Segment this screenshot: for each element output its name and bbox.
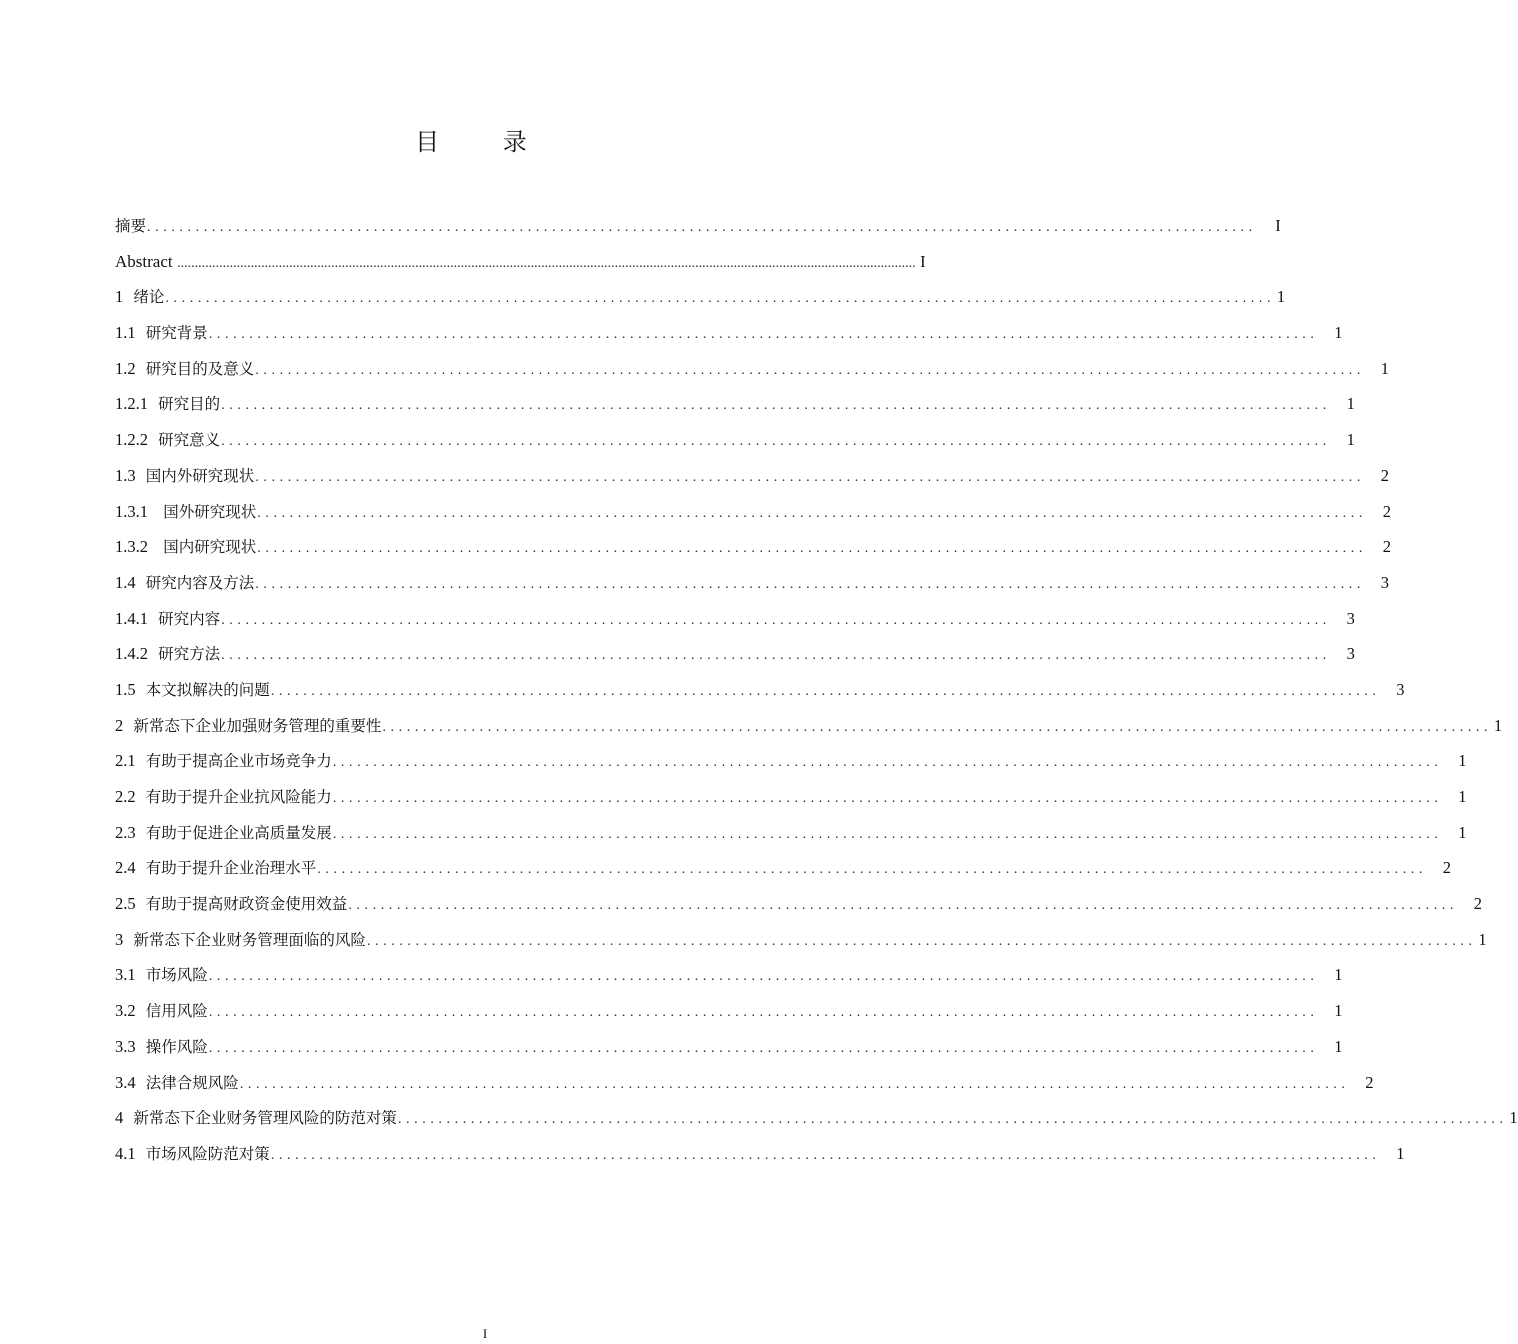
toc-leader-dots: ......................................................................................................................................... (257, 541, 1367, 557)
toc-entry-1-5[interactable] (115, 672, 1405, 708)
toc-entry-number: 3.2 (115, 1001, 136, 1021)
toc-leader-dots: ......................................................................................................................................... (382, 719, 1493, 735)
toc-entry-number: 3.1 (115, 965, 136, 985)
toc-entry-page: 1 (1334, 1036, 1343, 1056)
toc-entry-label: 有助于提高财政资金使用效益 (145, 895, 348, 914)
toc-entry-number: 3.4 (115, 1072, 136, 1092)
toc-entry-label: 新常态下企业财务管理风险的防范对策 (133, 1109, 397, 1128)
toc-entry-page: 1 (1346, 430, 1355, 450)
toc-entry-page: 1 (1493, 715, 1503, 735)
toc-leader-dots: ......................................................................................................................................... (221, 612, 1331, 628)
toc-entry-label: 有助于促进企业高质量发展 (145, 823, 332, 842)
toc-entry-page: 3 (1396, 679, 1405, 699)
toc-entry-page: I (1275, 216, 1281, 235)
toc-entry-number: 1.4 (115, 572, 136, 592)
toc-leader-dots: ......................................................................................................................................... (332, 791, 1443, 806)
toc-entry-number: 3 (115, 929, 124, 949)
toc-entry-label: 国外研究现状 (163, 502, 257, 521)
toc-entry-label: 操作风险 (145, 1037, 208, 1056)
toc-entry-label: 新常态下企业加强财务管理的重要性 (133, 716, 382, 735)
toc-leader-dots: ......................................................................................................................................... (239, 1076, 1350, 1092)
toc-entry-label: 研究内容及方法 (145, 573, 255, 592)
page-title: 目 录 (415, 128, 555, 156)
toc-entry-label: Abstract (115, 251, 173, 271)
toc-leader-dots: ......................................................................................................................................... (348, 898, 1459, 914)
toc-entry-abstract-cn[interactable] (115, 208, 1281, 244)
toc-entry-page: I (920, 251, 926, 271)
toc-entry-1-3-2[interactable] (115, 529, 1391, 565)
toc-entry-label: 国内研究现状 (163, 538, 257, 557)
toc-entry-number: 2.2 (115, 787, 136, 806)
toc-leader-dots: ......................................................................................................................................... (208, 969, 1319, 985)
toc-entry-chapter-4[interactable] (115, 1100, 1518, 1136)
toc-entry-number: 1.1 (115, 323, 136, 343)
toc-entry-label: 有助于提升企业抗风险能力 (145, 788, 332, 806)
toc-entry-label: 国内外研究现状 (145, 466, 255, 485)
toc-entry-label: 研究意义 (158, 431, 221, 450)
toc-entry-page: 2 (1473, 894, 1483, 914)
toc-entry-1-2[interactable] (115, 351, 1390, 387)
toc-entry-page: 1 (1458, 787, 1467, 806)
toc-entry-1-1[interactable] (115, 315, 1343, 351)
toc-entry-number: 1.5 (115, 679, 136, 699)
toc-entry-page: 1 (1276, 287, 1286, 307)
toc-entry-page: 3 (1380, 572, 1390, 592)
toc-entry-number: 4 (115, 1108, 124, 1128)
toc-entry-number: 1.2.2 (115, 430, 148, 450)
toc-entry-4-1[interactable] (115, 1136, 1405, 1172)
toc-entry-number: 1.4.2 (115, 644, 148, 664)
toc-entry-chapter-2[interactable] (115, 708, 1503, 744)
toc-entry-number: 4.1 (115, 1143, 136, 1163)
toc-entry-page: 3 (1346, 608, 1355, 628)
toc-entry-page: 3 (1346, 644, 1355, 664)
toc-entry-label: 法律合规风险 (145, 1073, 239, 1092)
toc-entry-2-4[interactable] (115, 850, 1452, 886)
toc-entry-page: 2 (1380, 465, 1390, 485)
toc-entry-label: 有助于提升企业治理水平 (145, 859, 317, 878)
toc-leader-dots: ......................................................................................................................................... (208, 1005, 1319, 1021)
toc-leader-dots: ......................................................................................................................................... (165, 291, 1276, 307)
toc-entry-page: 1 (1334, 965, 1343, 985)
toc-entry-label: 研究方法 (158, 645, 221, 664)
toc-entry-page: 2 (1382, 501, 1391, 521)
toc-entry-page: 2 (1442, 858, 1452, 878)
toc-entry-label: 摘要 (115, 217, 147, 235)
toc-entry-label: 绪论 (133, 288, 165, 307)
toc-entry-number: 1.2 (115, 358, 136, 378)
page-footer-number: I (482, 1326, 488, 1341)
toc-entry-page: 1 (1334, 1001, 1343, 1021)
toc-entry-2-1[interactable] (115, 743, 1467, 779)
toc-entry-1-4-2[interactable] (115, 636, 1355, 672)
toc-leader-dots: ................................................................................................................................................................................................................... (173, 255, 916, 271)
toc-entry-page: 2 (1382, 537, 1391, 557)
toc-entry-3-1[interactable] (115, 957, 1343, 993)
toc-entry-number: 2.3 (115, 822, 136, 842)
toc-leader-dots: ......................................................................................................................................... (208, 327, 1319, 343)
toc-entry-page: 1 (1346, 394, 1355, 414)
toc-entry-number: 3.3 (115, 1036, 136, 1056)
toc-entry-page: 2 (1365, 1072, 1374, 1092)
toc-leader-dots: ......................................................................................................................................... (397, 1112, 1508, 1128)
toc-entry-number: 2.1 (115, 751, 136, 771)
toc-entry-3-4[interactable] (115, 1065, 1374, 1101)
toc-entry-page: 1 (1458, 822, 1467, 842)
toc-leader-dots: ......................................................................................................................................... (255, 576, 1366, 592)
toc-entry-1-4-1[interactable] (115, 601, 1355, 637)
toc-entry-number: 1.2.1 (115, 394, 148, 414)
toc-entry-2-5[interactable] (115, 886, 1483, 922)
toc-leader-dots: ......................................................................................................................................... (221, 398, 1331, 414)
toc-leader-dots: ......................................................................................................................................... (221, 434, 1331, 450)
toc-entry-number: 1 (115, 287, 124, 307)
toc-entry-1-2-2[interactable] (115, 422, 1355, 458)
toc-entry-2-3[interactable] (115, 815, 1467, 851)
toc-entry-page: 1 (1334, 323, 1343, 343)
toc-entry-label: 市场风险防范对策 (145, 1144, 270, 1163)
toc-leader-dots: ......................................................................................................................................... (270, 683, 1381, 699)
toc-entry-label: 市场风险 (145, 966, 208, 985)
toc-entry-label: 研究目的 (158, 395, 221, 414)
toc-entry-3-3[interactable] (115, 1029, 1343, 1065)
table-of-contents (115, 208, 1518, 1172)
toc-leader-dots: ......................................................................................................................................... (208, 1040, 1319, 1056)
toc-leader-dots: ......................................................................................................................................... (255, 469, 1366, 485)
toc-entry-2-2[interactable] (115, 779, 1467, 815)
toc-entry-page: 1 (1458, 751, 1467, 771)
toc-entry-1-2-1[interactable] (115, 386, 1355, 422)
toc-entry-1-3[interactable] (115, 458, 1390, 494)
toc-entry-label: 本文拟解决的问题 (145, 680, 270, 699)
toc-entry-chapter-3[interactable] (115, 922, 1487, 958)
toc-entry-page: 1 (1380, 358, 1390, 378)
toc-leader-dots: ......................................................................................................................................... (366, 933, 1477, 949)
toc-leader-dots: ......................................................................................................................................... (317, 862, 1428, 878)
toc-entry-number: 2.4 (115, 858, 136, 878)
toc-entry-number: 1.4.1 (115, 608, 148, 628)
toc-entry-number: 1.3.2 (115, 537, 148, 557)
toc-entry-3-2[interactable] (115, 993, 1343, 1029)
toc-leader-dots: ......................................................................................................................................... (255, 362, 1366, 378)
toc-leader-dots: ......................................................................................................................................... (332, 755, 1443, 771)
toc-entry-number: 1.3.1 (115, 501, 148, 521)
toc-entry-1-4[interactable] (115, 565, 1390, 601)
toc-entry-label: 研究内容 (158, 609, 221, 628)
toc-entry-label: 新常态下企业财务管理面临的风险 (133, 930, 366, 949)
toc-entry-abstract-en[interactable] (115, 244, 926, 280)
toc-leader-dots: ......................................................................................................................................... (147, 220, 1257, 235)
toc-entry-page: 1 (1478, 929, 1487, 949)
toc-entry-number: 1.3 (115, 465, 136, 485)
toc-entry-number: 2 (115, 715, 124, 735)
toc-entry-number: 2.5 (115, 894, 136, 914)
toc-entry-page: 1 (1509, 1108, 1518, 1128)
toc-entry-label: 有助于提高企业市场竞争力 (145, 752, 332, 771)
toc-leader-dots: ......................................................................................................................................... (257, 505, 1367, 521)
toc-entry-chapter-1[interactable] (115, 279, 1286, 315)
toc-entry-page: 1 (1396, 1143, 1405, 1163)
toc-leader-dots: ......................................................................................................................................... (270, 1147, 1381, 1163)
toc-entry-label: 研究背景 (145, 324, 208, 343)
toc-leader-dots: ......................................................................................................................................... (332, 826, 1443, 842)
toc-entry-1-3-1[interactable] (115, 494, 1391, 530)
toc-leader-dots: ......................................................................................................................................... (221, 648, 1331, 664)
toc-entry-label: 信用风险 (145, 1002, 208, 1021)
toc-entry-label: 研究目的及意义 (145, 359, 255, 378)
